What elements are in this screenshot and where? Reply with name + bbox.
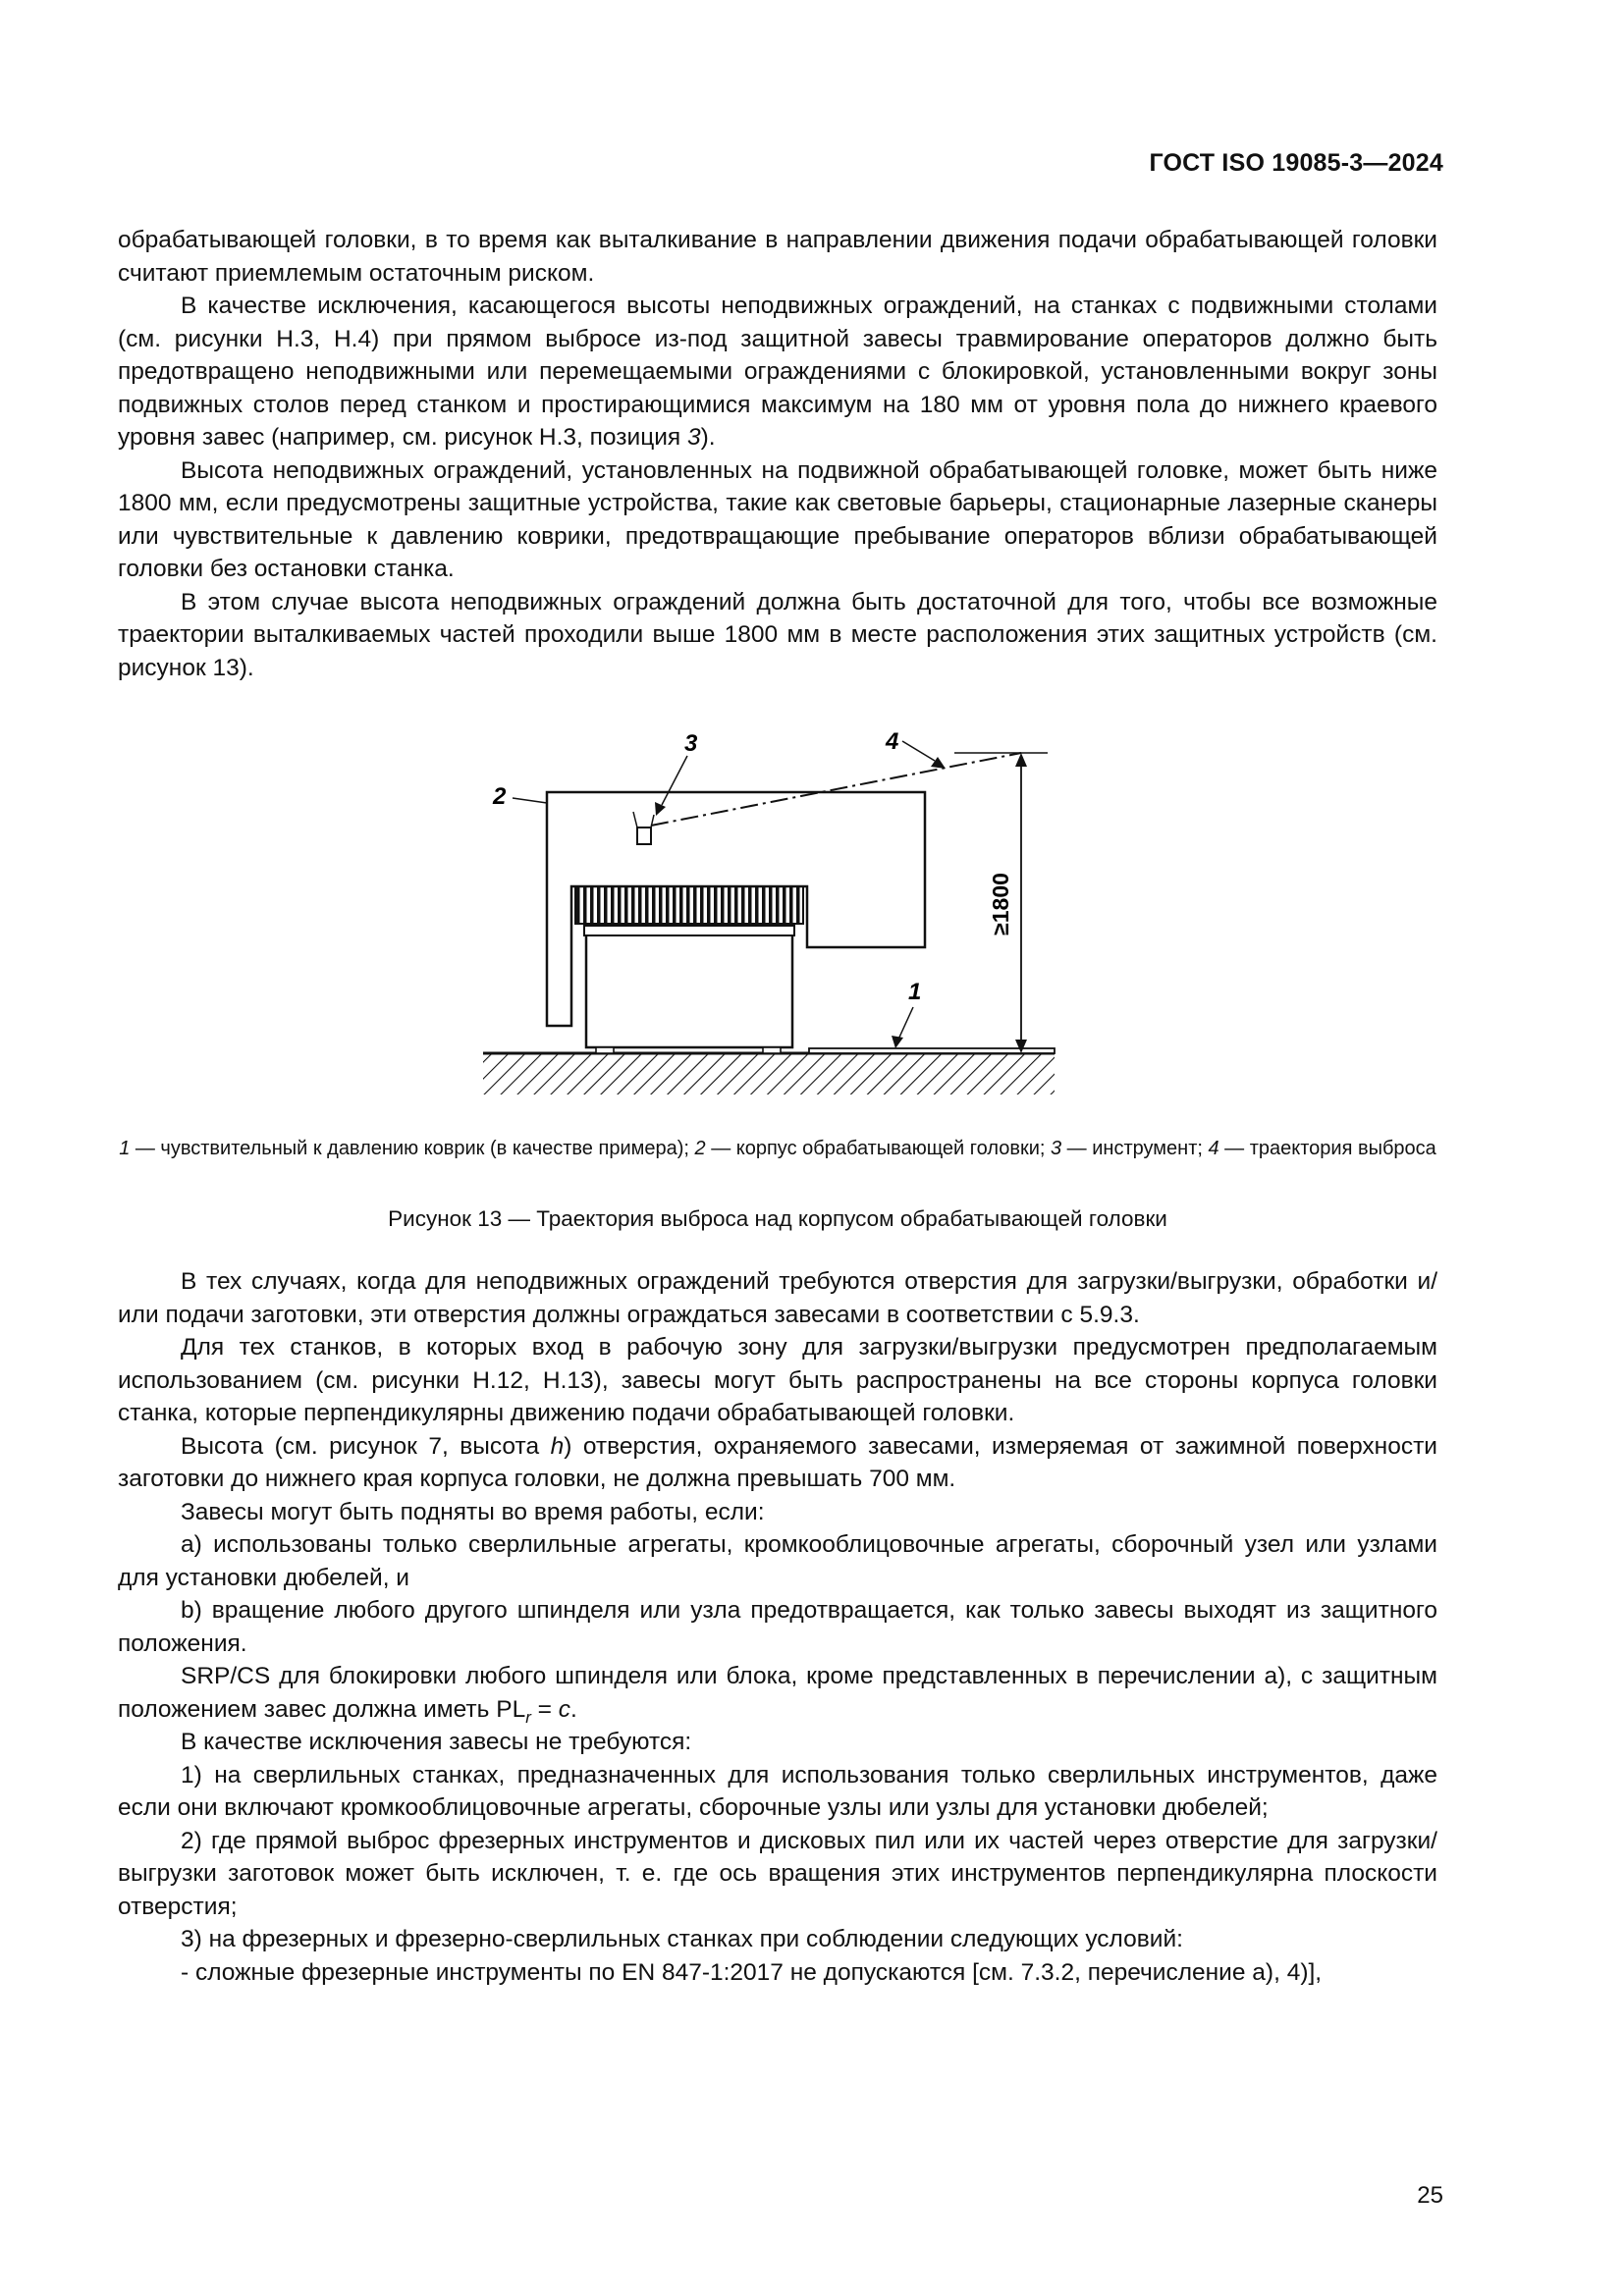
- list-item: 3) на фрезерных и фрезерно-сверлильных станках при соблюдении следующих условий:: [181, 1926, 1183, 1952]
- standard-id: ГОСТ ISO 19085-3—2024: [1149, 149, 1443, 177]
- figure-label-3: 3: [684, 730, 698, 757]
- paragraph: В качестве исключения завесы не требуются:: [181, 1729, 692, 1755]
- base-foot: [763, 1047, 781, 1053]
- paragraph: Высота неподвижных ограждений, установленных на подвижной обрабатывающей головке, может быть ниже 1800 мм, если предусмотрены защитные устройства, такие как световые барьеры, стационарные лазерные сканеры или чувствительные к давлению коврики, предотвращающие пребывание операторов вблизи обрабатывающей головки без остановки станка.: [118, 456, 1437, 582]
- figure-label-1: 1: [908, 979, 922, 1005]
- text-block-upper: [118, 224, 1437, 684]
- paragraph: В этом случае высота неподвижных ограждений должна быть достаточной для того, чтобы все возможные траектории выталкиваемых частей проходили выше 1800 мм в месте расположения этих защитных устройств (см. рисунок 13).: [118, 588, 1437, 681]
- machine-base: [586, 934, 792, 1047]
- text-block-lower: [118, 1265, 1437, 1989]
- list-item: - сложные фрезерные инструменты по EN 847-1:2017 не допускаются [см. 7.3.2, перечисление a), 4)],: [181, 1958, 1323, 1986]
- paragraph: SRP/CS для блокировки любого шпинделя или блока, кроме представленных в перечислении a), с защитным положением завес должна иметь $PL_r = c$.: [118, 1663, 1437, 1727]
- figure-label-2: 2: [493, 783, 507, 810]
- paragraph: Завесы могут быть подняты во время работы, если:: [181, 1498, 765, 1525]
- paragraph: обрабатывающей головки, в то время как выталкивание в направлении движения подачи обрабатывающей головки считают приемлемым остаточным риском.: [118, 227, 1437, 287]
- figure-legend: 1 — чувствительный к давлению коврик (в качестве примера); 2 — корпус обрабатывающей головки; 3 — инструмент; 4 — траектория выброса: [119, 1138, 1436, 1159]
- ground-hatch: [483, 1053, 1055, 1095]
- list-item: a) использованы только сверлильные агрегаты, кромкооблицовочные агрегаты, сборочный узел или узлами для установки дюбелей, и: [118, 1531, 1437, 1591]
- paragraph: В качестве исключения, касающегося высоты неподвижных ограждений, на станках с подвижными столами (см. рисунки H.3, H.4) при прямом выбросе из-под защитной завесы травмирование операторов должно быть предотвращено неподвижными или перемещаемыми ограждениями с блокировкой, установленными вокруг зоны подвижных столов перед станком и простирающимися максимум на 180 мм от уровня пола до нижнего краевого уровня завес (например, см. рисунок H.3, позиция 3).: [118, 293, 1437, 451]
- figure-caption: Рисунок 13 — Траектория выброса над корпусом обрабатывающей головки: [388, 1206, 1167, 1231]
- paragraph: В тех случаях, когда для неподвижных ограждений требуются отверстия для загрузки/выгрузки, обработки и/или подачи заготовки, эти отверстия должны ограждаться завесами в соответствии с 5.9.3.: [118, 1268, 1437, 1328]
- base-table: [584, 926, 794, 935]
- dimension-label: ≥1800: [988, 873, 1013, 935]
- paragraph: Для тех станков, в которых вход в рабочую зону для загрузки/выгрузки предусмотрен предполагаемым использованием (см. рисунки H.12, H.13), завесы могут быть распространены на все стороны корпуса головки станка, которые перпендикулярны движению подачи обрабатывающей головки.: [118, 1334, 1437, 1426]
- base-foot: [596, 1047, 614, 1053]
- paragraph: Высота (см. рисунок 7, высота h) отверстия, охраняемого завесами, измеряемая от зажимной поверхности заготовки до нижнего края корпуса головки, не должна превышать 700 мм.: [118, 1432, 1437, 1492]
- figure-label-4: 4: [886, 728, 899, 755]
- page-number: 25: [1417, 2182, 1443, 2209]
- figure-13-diagram: [473, 721, 1082, 1104]
- list-item: 2) где прямой выброс фрезерных инструментов и дисковых пил или их частей через отверстие для загрузки/выгрузки заготовок может быть исключен, т. е. где ось вращения этих инструментов перпендикулярна плоскости отверстия;: [118, 1827, 1437, 1920]
- list-item: b) вращение любого другого шпинделя или узла предотвращается, как только завесы выходят из защитного положения.: [118, 1597, 1437, 1657]
- list-item: 1) на сверлильных станках, предназначенных для использования только сверлильных инструментов, даже если они включают кромкооблицовочные агрегаты, сборочные узлы или узлы для установки дюбелей;: [118, 1761, 1437, 1821]
- pressure-mat: [809, 1048, 1055, 1053]
